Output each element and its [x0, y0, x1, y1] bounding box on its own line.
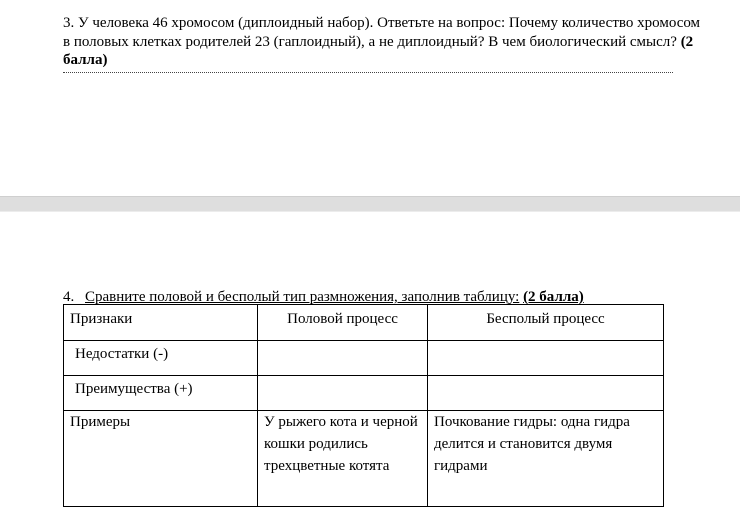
- header-features: Признаки: [64, 305, 258, 341]
- question-3: [63, 14, 703, 70]
- cell-asexual[interactable]: [428, 376, 664, 411]
- question-4-text: Сравните половой и бесполый тип размножения, заполнив таблицу:: [85, 289, 520, 305]
- table-header-row: [64, 305, 664, 341]
- page-gap: [0, 196, 740, 212]
- cell-sexual[interactable]: [258, 341, 428, 376]
- cell-feature: Примеры: [64, 411, 258, 507]
- table-row-examples: [64, 411, 664, 507]
- cell-asexual[interactable]: [428, 341, 664, 376]
- table-row-advantages: [64, 376, 664, 411]
- question-3-points: (2 балла): [63, 33, 694, 68]
- cell-sexual[interactable]: [258, 376, 428, 411]
- question-4-points: (2 балла): [523, 289, 584, 305]
- table-row-disadvantages: [64, 341, 664, 376]
- answer-dotted-line: [63, 72, 673, 73]
- cell-asexual[interactable]: Почкование гидры: одна гидра делится и становится двумя гидрами: [428, 411, 664, 507]
- header-asexual-process: Бесполый процесс: [428, 305, 664, 341]
- question-4-number: 4.: [63, 289, 75, 305]
- cell-sexual[interactable]: У рыжего кота и черной кошки родились трехцветные котята: [258, 411, 428, 507]
- comparison-table: [63, 304, 664, 507]
- question-3-text: 3. У человека 46 хромосом (диплоидный набор). Ответьте на вопрос: Почему количество хромосом в половых клетках родителей 23 (гаплоидный), а не диплоидный? В чем биологический смысл?: [63, 15, 701, 50]
- cell-feature: Недостатки (-): [64, 341, 258, 376]
- cell-feature: Преимущества (+): [64, 376, 258, 411]
- header-sexual-process: Половой процесс: [258, 305, 428, 341]
